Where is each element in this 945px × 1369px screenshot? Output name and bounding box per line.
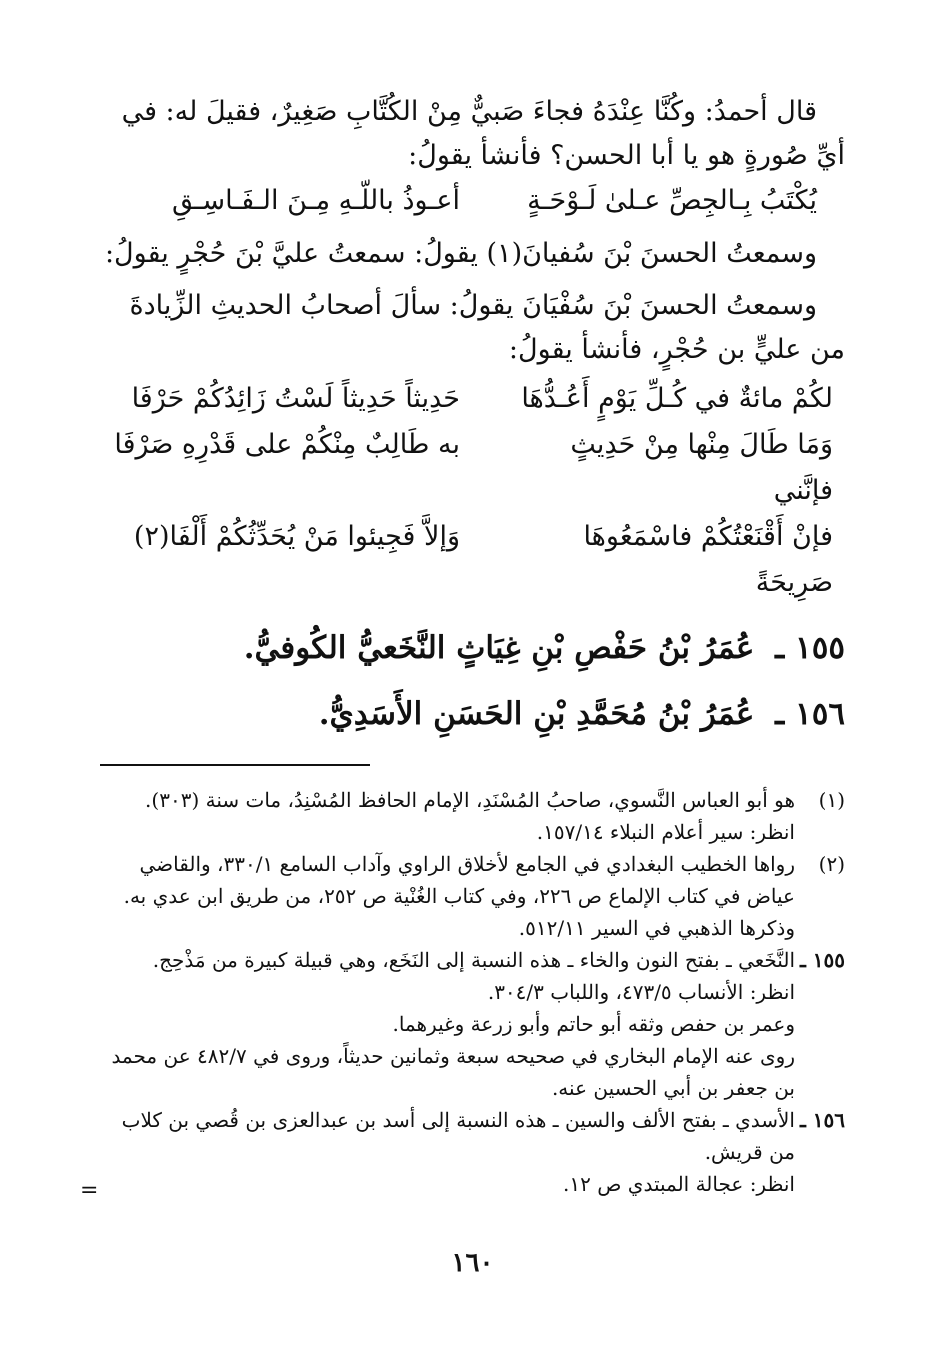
page-body — [100, 90, 845, 1200]
footnote-155-line: وعمر بن حفص وثقه أبو حاتم وأبو زرعة وغيرهما. — [392, 1012, 795, 1036]
footnote-155 — [100, 944, 845, 1104]
margin-mark: = — [80, 1178, 99, 1203]
entry-155-number: ١٥٥ ـ — [775, 630, 845, 666]
verse-3-second-hemistich: به طَالِبٌ مِنْكُمْ على قَدْرِهِ صَرْفَا — [114, 429, 460, 460]
verse-1 — [100, 178, 845, 224]
footnote-156-line: انظر: عجالة المبتدي ص ١٢. — [563, 1172, 795, 1196]
verse-3 — [100, 422, 845, 514]
footnote-2-key: (٢) — [818, 852, 845, 876]
paragraph-3-text: وسمعتُ الحسنَ بْنَ سُفْيَانَ يقولُ: سألَ أصحابُ الحديثِ الزِّيادةَ من عليٍّ بن حُجْرٍ، فأنشأ يقولُ: — [129, 290, 845, 365]
footnote-155-line: روى عنه الإمام البخاري في صحيحه سبعة وثمانين حديثاً، وروى في ٤٨٢/٧ عن محمد بن جعفر بن أبي الحسين عنه. — [111, 1044, 795, 1100]
footnote-156 — [100, 1104, 845, 1200]
footnote-2-line: وذكرها الذهبي في السير ٥١٢/١١. — [518, 916, 795, 940]
paragraph-2 — [100, 232, 845, 276]
entry-156-name: عُمَرُ بْنُ مُحَمَّدِ بْنِ الحَسَنِ الأَسَدِيُّ. — [318, 696, 755, 732]
verse-4-second-hemistich: وَإلاَّ فَجِيئوا مَنْ يُحَدِّثُكُمْ أَلْفَا(٢) — [133, 521, 460, 552]
entry-156-number: ١٥٦ ـ — [775, 696, 845, 732]
footnote-2-line: رواها الخطيب البغدادي في الجامع لأخلاق الراوي وآداب السامع ٣٣٠/١، والقاضي عياض في كتاب الإلماع ص ٢٢٦، وفي كتاب الغُنْية ص ٢٥٢، من طريق ابن عدي به. — [123, 852, 795, 908]
paragraph-1-text: قال أحمدُ: وكُنَّا عِنْدَهُ فجاءَ صَبيٌّ مِنْ الكُتَّابِ صَغِيرٌ، فقيلَ له: في أيِّ صُورةٍ هو يا أبا الحسن؟ فأنشأ يقولُ: — [121, 96, 845, 171]
paragraph-1 — [100, 90, 845, 178]
verse-2 — [100, 376, 845, 422]
footnote-1-line: هو أبو العباس النَّسوي، صاحبُ المُسْنَدِ، الإمام الحافظ المُسْنِدُ، مات سنة (٣٠٣). — [145, 788, 795, 812]
paragraph-2-text: وسمعتُ الحسنَ بْنَ سُفيانَ(١) يقولُ: سمعتُ عليَّ بْنَ حُجْرٍ يقولُ: — [104, 238, 817, 269]
entry-156 — [100, 690, 845, 738]
verse-4-first-hemistich: فإنْ أَقْنَعْتُكُمْ فاسْمَعُوهَا صَرِيحَةً — [583, 521, 833, 598]
entry-155-name: عُمَرُ بْنُ حَفْصِ بْنِ غِيَاثٍ النَّخَعيُّ الكُوفيُّ. — [243, 630, 755, 666]
footnote-1 — [100, 784, 845, 848]
footnote-155-key: ١٥٥ ـ — [799, 948, 845, 972]
verse-4 — [100, 514, 845, 606]
footnote-156-key: ١٥٦ ـ — [799, 1108, 845, 1132]
paragraph-3 — [100, 284, 845, 372]
footnote-155-line: انظر: الأنساب ٤٧٣/٥، واللباب ٣٠٤/٣. — [487, 980, 795, 1004]
footnote-divider — [100, 764, 370, 766]
verse-3-first-hemistich: وَمَا طَالَ مِنْها مِنْ حَدِيثٍ فإنَّني — [570, 429, 833, 506]
footnote-155-line: النَّخَعي ـ بفتح النون والخاء ـ هذه النسبة إلى النَخَع، وهي قبيلة كبيرة من مَذْحِج. — [152, 948, 795, 972]
footnote-156-line: الأسدي ـ بفتح الألف والسين ـ هذه النسبة إلى أسد بن عبدالعزى بن قُصي بن كلاب من قريش. — [121, 1108, 795, 1164]
verse-2-first-hemistich: لكُمْ مائةٌ في كُـلِّ يَوْمٍ أَعُـدُّهَا — [521, 383, 833, 414]
verse-2-second-hemistich: حَدِيثاً حَدِيثاً لَسْتُ زَائِدُكُمْ حَرْفَا — [131, 383, 460, 414]
footnotes — [100, 784, 845, 1200]
verse-1-first-hemistich: يُكْتَبُ بِـالجِصِّ عـلىٰ لَـوْحَـةٍ — [527, 185, 817, 216]
entry-155 — [100, 624, 845, 672]
footnote-1-key: (١) — [818, 788, 845, 812]
footnote-2 — [100, 848, 845, 944]
footnote-1-line: انظر: سير أعلام النبلاء ١٥٧/١٤. — [536, 820, 795, 844]
page-number: ١٦٠ — [451, 1248, 494, 1278]
verse-1-second-hemistich: أعـوذُ باللّـهِ مِـنَ الـفَـاسِـقِ — [172, 185, 460, 216]
